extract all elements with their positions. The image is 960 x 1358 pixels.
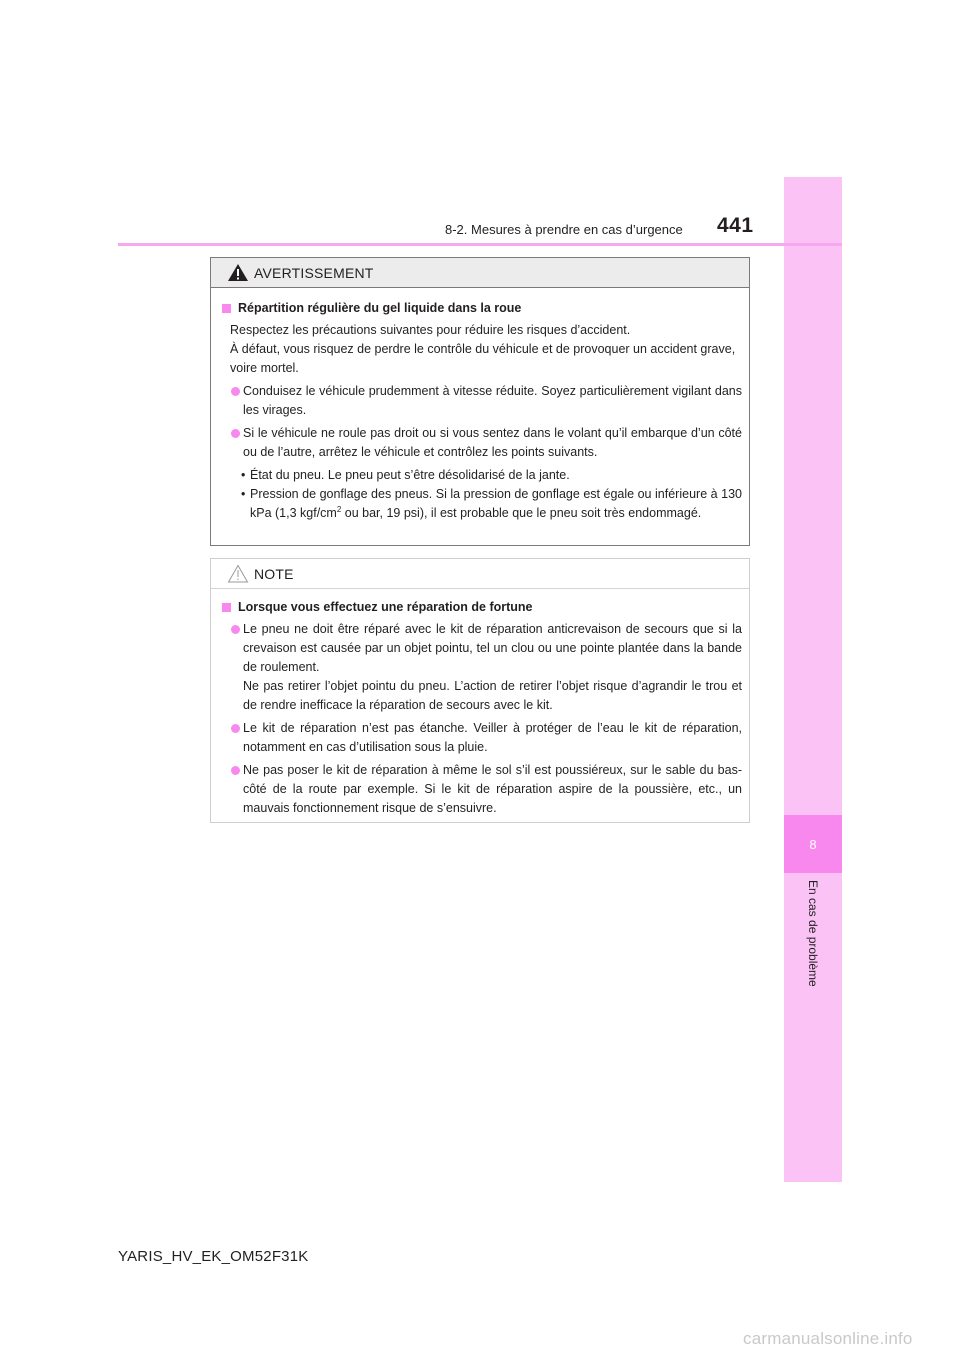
page-number: 441 bbox=[717, 214, 754, 237]
warning-bullet-2: Si le véhicule ne roule pas droit ou si vous sentez dans le volant qu’il embarque d’un côté ou de l’autre, arrêtez le véhicule et contrôlez les points suivants. bbox=[219, 424, 742, 462]
warning-box bbox=[210, 257, 750, 546]
chapter-title: En cas de problème bbox=[806, 880, 820, 987]
note-content bbox=[219, 598, 742, 818]
warning-triangle-outline-icon bbox=[227, 564, 249, 583]
watermark: carmanualsonline.info bbox=[743, 1329, 913, 1348]
warning-intro-2: À défaut, vous risquez de perdre le contrôle du véhicule et de provoquer un accident grave, voire mortel. bbox=[230, 342, 736, 375]
note-bullet-1: Le pneu ne doit être réparé avec le kit de réparation anticrevaison de secours que si la crevaison est causée par un objet pointu, tel un clou ou une pointe plantée dans la bande de roulement. bbox=[219, 620, 742, 677]
square-bullet-icon bbox=[222, 603, 231, 612]
warning-intro-1: Respectez les précautions suivantes pour réduire les risques d’accident. bbox=[230, 323, 631, 337]
warning-bullet-1: Conduisez le véhicule prudemment à vitesse réduite. Soyez particulièrement vigilant dans les virages. bbox=[219, 382, 742, 420]
note-bullet-3: Ne pas poser le kit de réparation à même le sol s’il est poussiéreux, sur le sable du bas-côté de la route par exemple. Si le kit de réparation aspire de la poussière, etc., un mauvais fonctionnement risque de s’ensuivre. bbox=[219, 761, 742, 818]
round-bullet-icon bbox=[231, 429, 240, 438]
warning-heading: Répartition régulière du gel liquide dans la roue bbox=[219, 299, 742, 318]
round-bullet-icon bbox=[231, 387, 240, 396]
note-title: NOTE bbox=[254, 566, 294, 582]
round-bullet-icon bbox=[231, 724, 240, 733]
note-bullet-1-continued: Ne pas retirer l’objet pointu du pneu. L’action de retirer l’objet risque d’agrandir le trou et de rendre inefficace la réparation de secours avec le kit. bbox=[243, 679, 742, 712]
note-box-header bbox=[211, 559, 749, 589]
chapter-side-tab bbox=[784, 177, 842, 1182]
round-bullet-icon bbox=[231, 766, 240, 775]
square-bullet-icon bbox=[222, 304, 231, 313]
chapter-title-vertical bbox=[784, 880, 842, 1005]
warning-box-header bbox=[211, 258, 749, 288]
warning-content bbox=[219, 299, 742, 523]
round-bullet-icon bbox=[231, 625, 240, 634]
document-code: YARIS_HV_EK_OM52F31K bbox=[118, 1248, 309, 1265]
header-rule bbox=[118, 243, 842, 246]
note-heading: Lorsque vous effectuez une réparation de fortune bbox=[219, 598, 742, 617]
note-bullet-2: Le kit de réparation n’est pas étanche. Veiller à protéger de l’eau le kit de réparation, notamment en cas d’utilisation sous la pluie. bbox=[219, 719, 742, 757]
note-box bbox=[210, 558, 750, 823]
chapter-number: 8 bbox=[784, 815, 842, 873]
section-title: 8-2. Mesures à prendre en cas d’urgence bbox=[445, 222, 683, 237]
warning-sub-item-1: • État du pneu. Le pneu peut s’être désolidarisé de la jante. bbox=[241, 468, 570, 482]
warning-sub-item-2: • Pression de gonflage des pneus. Si la pression de gonflage est égale ou inférieure à 130 kPa (1,3 kgf/$cm^2$ ou bar, 19 psi), il est probable que le pneu soit très endommagé. bbox=[241, 487, 742, 520]
warning-title: AVERTISSEMENT bbox=[254, 265, 374, 281]
warning-triangle-filled-icon bbox=[227, 263, 249, 282]
